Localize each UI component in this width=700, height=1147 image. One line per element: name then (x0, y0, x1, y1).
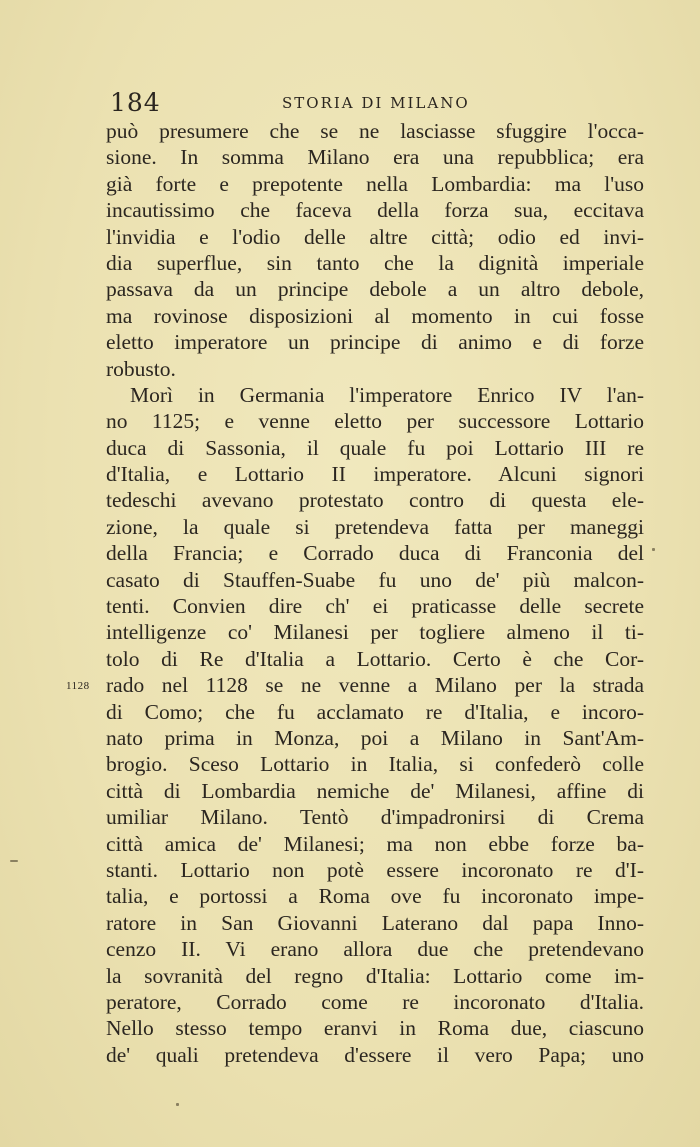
text-line: ma rovinose disposizioni al momento in cui fosse (106, 303, 644, 328)
text-line: città amica de' Milanesi; ma non ebbe forze ba- (106, 831, 644, 856)
text-line: già forte e prepotente nella Lombardia: ma l'uso (106, 171, 644, 196)
running-head (110, 88, 640, 118)
ink-speck (652, 548, 655, 551)
text-line: può presumere che se ne lasciasse sfuggire l'occa- (106, 119, 644, 143)
text-line: talia, e portossi a Roma ove fu incoronato impe- (106, 884, 644, 909)
text-line: casato di Stauffen-Suabe fu uno de' più malcon- (106, 567, 644, 592)
text-line: dia superflue, sin tanto che la dignità imperiale (106, 250, 644, 275)
text-line: umiliar Milano. Tentò d'impadronirsi di Crema (106, 805, 644, 830)
text-line: l'invidia e l'odio delle altre città; odio ed invi- (106, 224, 644, 249)
text-line: tenti. Convien dire ch' ei praticasse delle secrete (106, 594, 644, 619)
running-title: STORIA DI MILANO (282, 94, 470, 112)
text-line: stanti. Lottario non potè essere incoronato re d'I- (106, 857, 644, 882)
text-line: passava da un principe debole a un altro debole, (106, 277, 644, 302)
text-line: brogio. Sceso Lottario in Italia, si confederò colle (106, 752, 644, 777)
text-line: della Francia; e Corrado duca di Franconia del (106, 541, 644, 566)
text-line: cenzo II. Vi erano allora due che pretendevano (106, 937, 644, 962)
text-line: Nello stesso tempo eranvi in Roma due, ciascuno (106, 1016, 644, 1041)
text-line: no 1125; e venne eletto per successore Lottario (106, 409, 644, 434)
text-line: de' quali pretendeva d'essere il vero Papa; uno (106, 1042, 644, 1067)
text-line: tolo di Re d'Italia a Lottario. Certo è che Cor- (106, 646, 644, 671)
text-line: ratore in San Giovanni Laterano dal papa Inno- (106, 910, 644, 935)
text-line: la sovranità del regno d'Italia: Lottario come im- (106, 963, 644, 988)
text-line: di Como; che fu acclamato re d'Italia, e incoro- (106, 699, 644, 724)
text-line: rado nel 1128 se ne venne a Milano per la strada (106, 673, 644, 698)
text-line: zione, la quale si pretendeva fatta per maneggi (106, 514, 644, 539)
ink-speck (10, 860, 18, 862)
text-line: eletto imperatore un principe di animo e di forze (106, 330, 644, 355)
text-line: intelligenze co' Milanesi per togliere almeno il ti- (106, 620, 644, 645)
text-line: nato prima in Monza, poi a Milano in Sant'Am- (106, 725, 644, 750)
text-line: d'Italia, e Lottario II imperatore. Alcuni signori (106, 462, 644, 487)
margin-year-note: 1128 (66, 680, 90, 692)
text-line: sione. In somma Milano era una repubblica; era (106, 145, 644, 170)
text-line: Morì in Germania l'imperatore Enrico IV l'an- (130, 382, 644, 407)
ink-speck (176, 1103, 179, 1106)
text-line: peratore, Corrado come re incoronato d'Italia. (106, 989, 644, 1014)
text-line: incautissimo che faceva della forza sua, eccitava (106, 198, 644, 223)
text-line: robusto. (106, 356, 176, 381)
text-line: duca di Sassonia, il quale fu poi Lottario III re (106, 435, 644, 460)
text-line: tedeschi avevano protestato contro di questa ele- (106, 488, 644, 513)
body-text (106, 118, 644, 1068)
text-line: città di Lombardia nemiche de' Milanesi, affine di (106, 778, 644, 803)
page-number: 184 (110, 88, 161, 117)
